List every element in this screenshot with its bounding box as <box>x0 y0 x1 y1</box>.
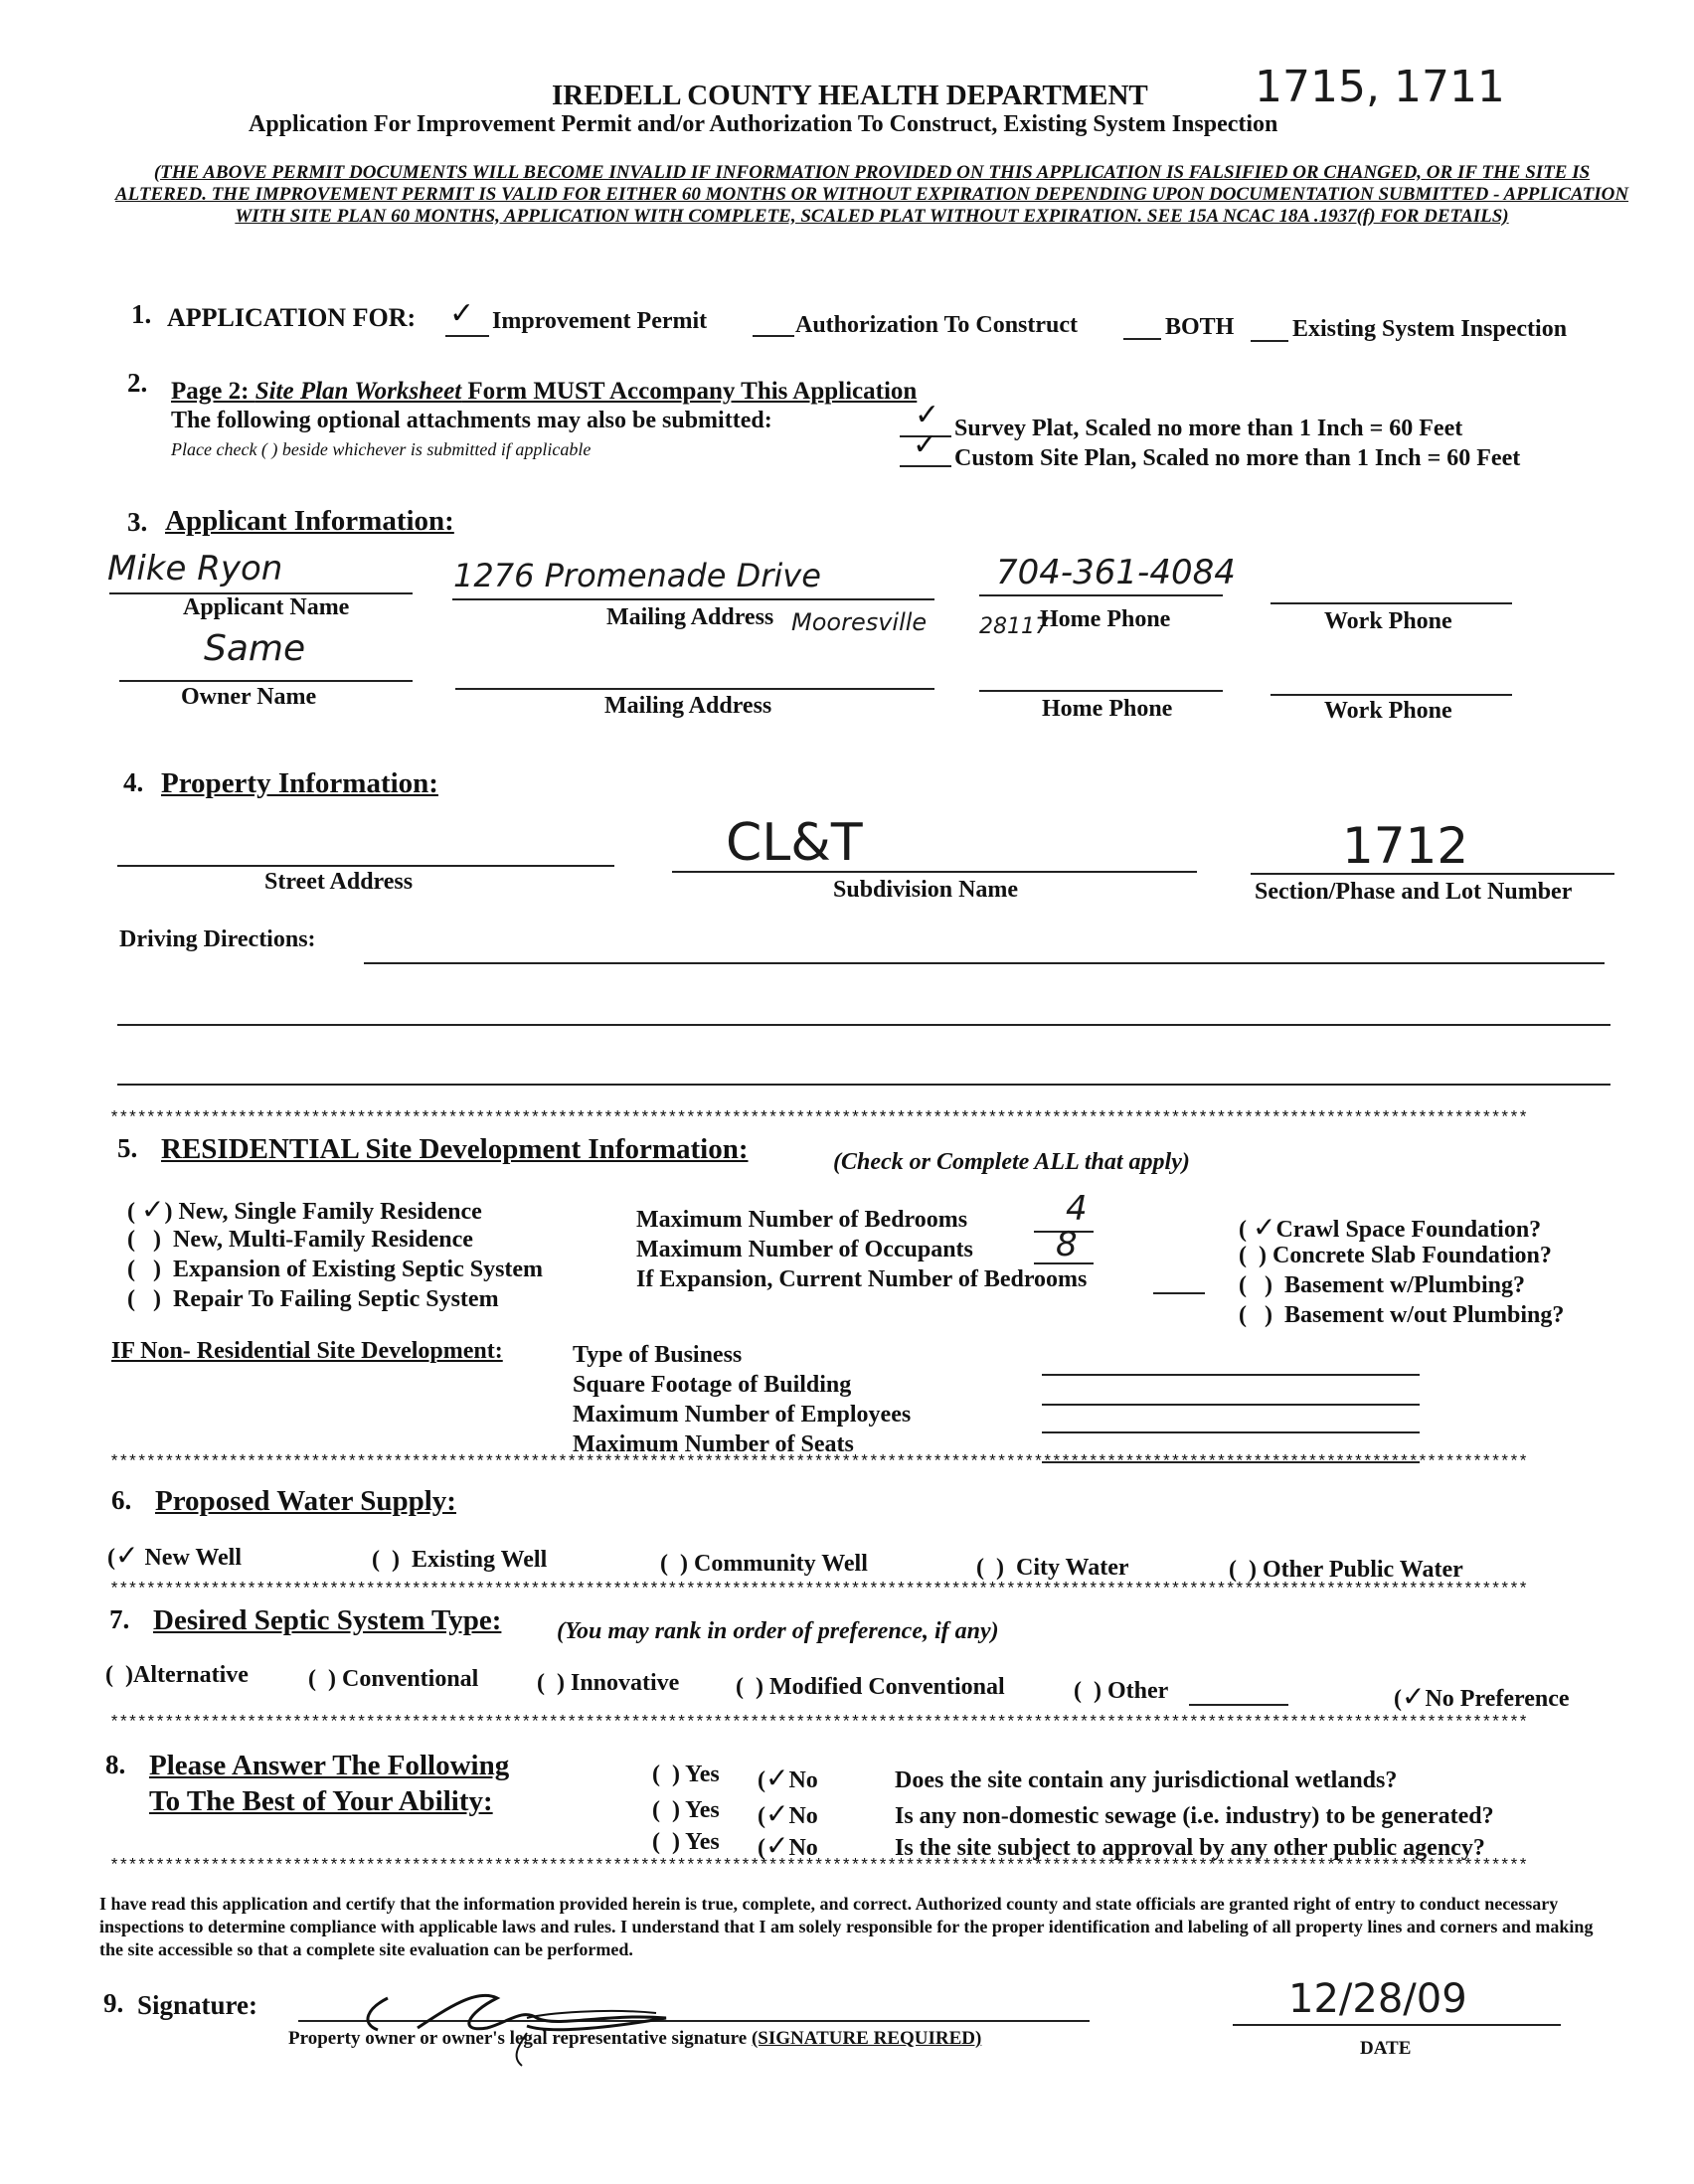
separator-stars-4: *********************************************************************************************************************************************************** <box>109 1714 1528 1733</box>
q3-yes[interactable]: ( ) Yes <box>652 1829 720 1855</box>
section-7-number: 7. <box>109 1604 130 1634</box>
section-8-number: 8. <box>105 1750 126 1779</box>
attachment-survey-plat[interactable]: Survey Plat, Scaled no more than 1 Inch = 60 Feet <box>954 416 1463 441</box>
subdivision-name-line <box>672 871 1197 873</box>
street-address-label: Street Address <box>264 869 414 895</box>
q3-no[interactable]: (✓No <box>758 1829 818 1862</box>
septic-option-modified-conventional[interactable]: ( ) Modified Conventional <box>736 1674 1005 1700</box>
optional-attachments-text: The following optional attachments may also be submitted: <box>171 408 772 433</box>
section-9-number: 9. <box>103 1988 124 2018</box>
separator-stars-5: *********************************************************************************************************************************************************** <box>109 1857 1528 1876</box>
foundation-option-4[interactable]: ( ) Basement w/out Plumbing? <box>1239 1302 1565 1328</box>
square-footage-line[interactable] <box>1042 1404 1420 1406</box>
septic-option-alternative[interactable]: ( )Alternative <box>105 1662 249 1688</box>
owner-home-phone-line <box>979 690 1223 692</box>
section-2-number: 2. <box>127 368 148 398</box>
water-option-community-well[interactable]: ( ) Community Well <box>660 1551 868 1577</box>
handwritten-lot-numbers: 1715, 1711 <box>1255 62 1505 112</box>
authorization-blank <box>753 335 794 337</box>
owner-name-line <box>119 680 413 682</box>
q1-yes[interactable]: ( ) Yes <box>652 1762 720 1787</box>
septic-other-line[interactable] <box>1189 1704 1288 1706</box>
septic-type-instruction: (You may rank in order of preference, if any) <box>557 1618 999 1644</box>
custom-site-plan-blank <box>900 465 951 467</box>
site-plan-requirement: Page 2: Site Plan Worksheet Form MUST Accompany This Application <box>171 378 918 405</box>
property-info-title: Property Information: <box>161 767 438 799</box>
driving-directions-label: Driving Directions: <box>119 926 316 952</box>
residence-option-1[interactable]: ( ✓) New, Single Family Residence <box>127 1193 482 1226</box>
street-address-line <box>117 865 614 867</box>
mailing-address-value[interactable]: 1276 Promenade Drive <box>453 557 821 594</box>
attachment-custom-site-plan[interactable]: Custom Site Plan, Scaled no more than 1 Inch = 60 Feet <box>954 445 1521 471</box>
owner-work-phone-line <box>1270 694 1512 696</box>
home-phone-label: Home Phone <box>1040 606 1171 632</box>
foundation-option-2[interactable]: ( ) Concrete Slab Foundation? <box>1239 1243 1552 1268</box>
date-line <box>1233 2024 1561 2026</box>
type-of-business-label: Type of Business <box>573 1342 743 1368</box>
residence-option-2[interactable]: ( ) New, Multi-Family Residence <box>127 1227 473 1253</box>
q1-no[interactable]: (✓No <box>758 1762 818 1794</box>
separator-stars-2: *********************************************************************************************************************************************************** <box>109 1453 1528 1472</box>
driving-directions-line-3[interactable] <box>117 1084 1610 1086</box>
home-phone-value[interactable]: 704-361-4084 <box>996 553 1236 592</box>
max-occupants-line <box>1034 1262 1094 1264</box>
single-family-check-icon: ✓ <box>141 1193 165 1226</box>
form-title: IREDELL COUNTY HEALTH DEPARTMENT <box>552 80 1148 111</box>
option-improvement-permit[interactable]: Improvement Permit <box>492 308 708 334</box>
q1-no-check-icon: ✓ <box>765 1762 789 1794</box>
question-1: Does the site contain any jurisdictional wetlands? <box>895 1767 1398 1793</box>
q3-no-check-icon: ✓ <box>765 1829 789 1862</box>
max-bedrooms-label: Maximum Number of Bedrooms <box>636 1207 968 1233</box>
option-existing-system-inspection[interactable]: Existing System Inspection <box>1292 316 1568 342</box>
signature-caption: Property owner or owner's legal representative signature (SIGNATURE REQUIRED) <box>288 2028 982 2049</box>
septic-type-title: Desired Septic System Type: <box>153 1604 502 1636</box>
septic-option-innovative[interactable]: ( ) Innovative <box>537 1670 680 1696</box>
max-occupants-value[interactable]: 8 <box>1056 1225 1078 1264</box>
disclaimer-text: (THE ABOVE PERMIT DOCUMENTS WILL BECOME INVALID IF INFORMATION PROVIDED ON THIS APPLICATION IS FALSIFIED OR CHANGED, OR IF THE SITE IS ALTERED. THE IMPROVEMENT PERMIT IS VALID FOR EITHER 60 MONTHS OR WITHOUT EXPIRATION DEPENDING UPON DOCUMENTATION SUBMITTED - APPLICATION WITH SITE PLAN 60 MONTHS, APPLICATION WITH COMPLETE, SCALED PLAT WITHOUT EXPIRATION. SEE 15A NCAC 18A .1937(f) FOR DETAILS) <box>114 162 1629 227</box>
water-option-existing-well[interactable]: ( ) Existing Well <box>372 1547 548 1573</box>
q2-yes[interactable]: ( ) Yes <box>652 1797 720 1823</box>
new-well-check-icon: ✓ <box>115 1539 139 1572</box>
work-phone-line <box>1270 602 1512 604</box>
place-check-note: Place check ( ) beside whichever is submitted if applicable <box>171 439 592 459</box>
applicant-name-label: Applicant Name <box>183 594 350 620</box>
mailing-address-line <box>452 598 934 600</box>
septic-option-conventional[interactable]: ( ) Conventional <box>308 1666 479 1692</box>
max-occupants-label: Maximum Number of Occupants <box>636 1237 973 1262</box>
work-phone-label: Work Phone <box>1324 608 1452 634</box>
owner-home-phone-label: Home Phone <box>1042 696 1173 722</box>
date-label: DATE <box>1360 2038 1412 2059</box>
option-both[interactable]: BOTH <box>1165 314 1235 340</box>
lot-number-value[interactable]: 1712 <box>1342 817 1469 875</box>
current-bedrooms-line[interactable] <box>1153 1292 1205 1294</box>
owner-name-label: Owner Name <box>181 684 317 710</box>
foundation-option-1[interactable]: ( ✓Crawl Space Foundation? <box>1239 1211 1542 1244</box>
water-supply-title: Proposed Water Supply: <box>155 1485 456 1517</box>
current-bedrooms-label: If Expansion, Current Number of Bedrooms <box>636 1266 1088 1292</box>
owner-mailing-label: Mailing Address <box>604 693 772 719</box>
separator-stars-1: *********************************************************************************************************************************************************** <box>109 1109 1528 1128</box>
residential-instruction: (Check or Complete ALL that apply) <box>833 1149 1190 1175</box>
section-lot-label: Section/Phase and Lot Number <box>1255 879 1573 905</box>
section-1-number: 1. <box>131 299 152 329</box>
survey-plat-check-icon: ✓ <box>915 398 940 432</box>
water-option-city-water[interactable]: ( ) City Water <box>976 1555 1129 1581</box>
form-subtitle: Application For Improvement Permit and/or Authorization To Construct, Existing System Inspection <box>249 111 1278 137</box>
applicant-info-title: Applicant Information: <box>165 505 454 537</box>
max-employees-line[interactable] <box>1042 1431 1420 1433</box>
crawl-space-check-icon: ✓ <box>1253 1211 1276 1244</box>
q2-no[interactable]: (✓No <box>758 1797 818 1830</box>
section-6-number: 6. <box>111 1485 132 1515</box>
square-footage-label: Square Footage of Building <box>573 1372 852 1398</box>
custom-site-plan-check-icon: ✓ <box>913 427 938 462</box>
residence-option-3[interactable]: ( ) Expansion of Existing Septic System <box>127 1257 544 1282</box>
owner-mailing-line <box>455 688 934 690</box>
foundation-option-3[interactable]: ( ) Basement w/Plumbing? <box>1239 1272 1525 1298</box>
section-5-number: 5. <box>117 1133 138 1163</box>
subdivision-name-label: Subdivision Name <box>833 877 1019 903</box>
mailing-address-label: Mailing Address <box>606 604 774 630</box>
max-seats-label: Maximum Number of Seats <box>573 1431 854 1457</box>
owner-name-value[interactable]: Same <box>204 628 306 669</box>
driving-directions-line-1[interactable] <box>364 962 1605 964</box>
max-bedrooms-value[interactable]: 4 <box>1066 1189 1088 1229</box>
existing-inspection-blank <box>1251 340 1288 342</box>
option-authorization-to-construct[interactable]: Authorization To Construct <box>795 312 1079 338</box>
separator-stars-3: *********************************************************************************************************************************************************** <box>109 1581 1528 1599</box>
signature-label: Signature: <box>137 1990 258 2020</box>
questions-title-line-2: To The Best of Your Ability: <box>149 1785 493 1817</box>
owner-work-phone-label: Work Phone <box>1324 698 1452 724</box>
mailing-city-value[interactable]: Mooresville <box>791 608 928 636</box>
subdivision-name-value[interactable]: CL&T <box>726 813 863 873</box>
driving-directions-line-2[interactable] <box>117 1024 1610 1026</box>
section-3-number: 3. <box>127 507 148 537</box>
water-option-other-public[interactable]: ( ) Other Public Water <box>1229 1557 1463 1583</box>
questions-title-line-1: Please Answer The Following <box>149 1750 510 1781</box>
q2-no-check-icon: ✓ <box>765 1797 789 1830</box>
lot-number-line <box>1251 873 1614 875</box>
applicant-name-value[interactable]: Mike Ryon <box>107 549 283 588</box>
improvement-permit-blank <box>445 335 489 337</box>
home-phone-line <box>979 594 1223 596</box>
no-preference-check-icon: ✓ <box>1402 1680 1426 1713</box>
residential-info-title: RESIDENTIAL Site Development Information: <box>161 1133 749 1165</box>
septic-option-other[interactable]: ( ) Other <box>1074 1678 1169 1704</box>
application-for-label: APPLICATION FOR: <box>167 303 417 332</box>
section-4-number: 4. <box>123 767 144 797</box>
question-3: Is the site subject to approval by any other public agency? <box>895 1835 1485 1861</box>
date-value[interactable]: 12/28/09 <box>1288 1976 1467 2022</box>
both-blank <box>1123 338 1161 340</box>
zip-value[interactable]: 28117 <box>979 614 1049 639</box>
improvement-permit-check-icon: ✓ <box>449 296 475 331</box>
question-2: Is any non-domestic sewage (i.e. industry) to be generated? <box>895 1803 1494 1829</box>
certification-text: I have read this application and certify that the information provided herein is true, complete, and correct. Authorized county and state officials are granted right of entry to conduct necessary inspections to determine compliance with applicable laws and rules. I understand that I am solely responsible for the proper identification and labeling of all property lines and corners and making the site accessible so that a complete site evaluation can be performed. <box>99 1894 1594 1959</box>
residence-option-4[interactable]: ( ) Repair To Failing Septic System <box>127 1286 499 1312</box>
water-option-new-well[interactable]: (✓ New Well <box>107 1539 243 1572</box>
type-of-business-line[interactable] <box>1042 1374 1420 1376</box>
non-residential-label: IF Non- Residential Site Development: <box>111 1338 503 1364</box>
handwritten-signature <box>348 1978 746 2068</box>
max-employees-label: Maximum Number of Employees <box>573 1402 912 1428</box>
septic-option-no-preference[interactable]: (✓No Preference <box>1394 1680 1570 1713</box>
